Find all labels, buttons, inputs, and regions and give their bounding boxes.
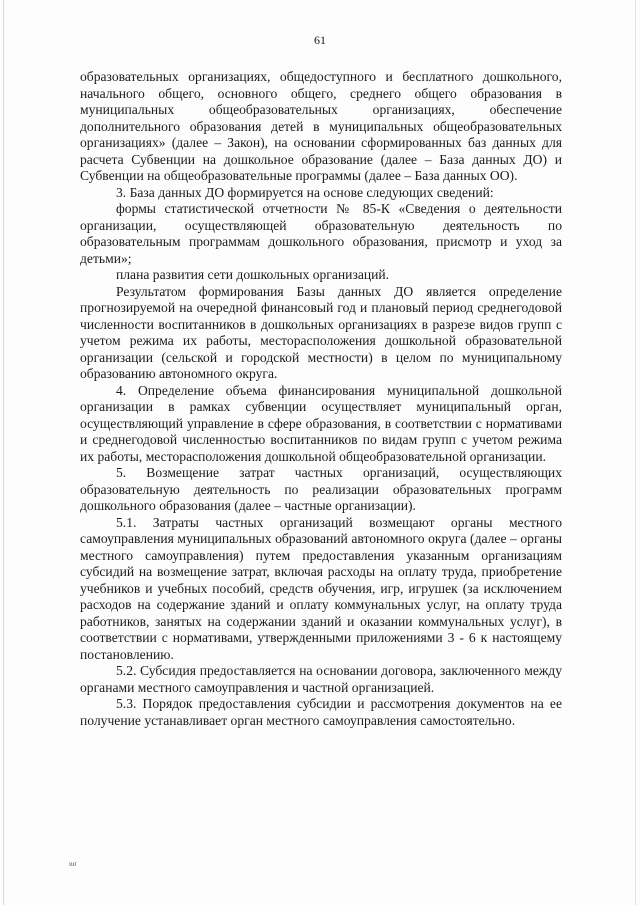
paragraph-result: Результатом формирования Базы данных ДО является определение прогнозируемой на очередной финансовый год и плановый период среднегодовой численности воспитанников в дошкольных организациях в разрезе видов групп с учетом режима их работы, месторасположения дошкольной образовательной организации (сельской и городской местности) в целом по муниципальному образованию автономного округа. — [80, 283, 562, 381]
paragraph-form-85k: формы статистической отчетности № 85-К «Сведения о деятельности организации, осуществляющей образовательную деятельность по образовательным программам дошкольного образования, присмотр и уход за детьми»; — [80, 201, 562, 266]
footer-mark: ιισ — [69, 860, 77, 868]
page-number: 61 — [314, 33, 326, 47]
paragraph-section-4: 4. Определение объема финансирования муниципальной дошкольной организации в рамках субвенции осуществляет муниципальный орган, осуществляющий управление в сфере образования, в соответствии с нормативами и среднегодовой численностью воспитанников по видам групп с учетом режима их работы, месторасположения дошкольной общеобразовательной организации. — [80, 382, 562, 464]
paragraph-section-5-3: 5.3. Порядок предоставления субсидии и рассмотрения документов на ее получение устанавливает орган местного самоуправления самостоятельно. — [80, 696, 562, 728]
paragraph-section-5-2: 5.2. Субсидия предоставляется на основании договора, заключенного между органами местного самоуправления и частной организацией. — [80, 663, 562, 695]
scan-edge-left — [3, 0, 4, 905]
paragraph-network-plan: плана развития сети дошкольных организаций. — [116, 267, 390, 282]
paragraph-section-5-1: 5.1. Затраты частных организаций возмещают органы местного самоуправления муниципальных образований автономного округа (далее – органы местного самоуправления) путем предоставления указанным организациям субсидий на возмещение затрат, включая расходы на оплату труда, приобретение учебников и учебных пособий, средств обучения, игр, игрушек (за исключением расходов на содержание зданий и оплату коммунальных услуг, на оплату труда работников, занятых на содержании зданий и оказании коммунальных услуг), в соответствии с нормативами, утвержденными приложениями 3 - 6 к настоящему постановлению. — [80, 514, 562, 662]
scan-edge-right — [635, 0, 636, 905]
document-body — [80, 69, 562, 729]
paragraph-section-3: 3. База данных ДО формируется на основе следующих сведений: — [116, 184, 494, 200]
paragraph-intro: образовательных организациях, общедоступного и бесплатного дошкольного, начального общего, основного общего, среднего общего образования в муниципальных общеобразовательных организациях, обеспечение дополнительного образования детей в муниципальных общеобразовательных организациях» (далее – Закон), на основании сформированных баз данных для расчета Субвенции на дошкольное образование (далее – База данных ДО) и Субвенции на общеобразовательные программы (далее – База данных ОО). — [80, 69, 562, 183]
paragraph-section-5: 5. Возмещение затрат частных организаций, осуществляющих образовательную деятельность по реализации образовательных программ дошкольного образования (далее – частные организации). — [80, 465, 562, 513]
